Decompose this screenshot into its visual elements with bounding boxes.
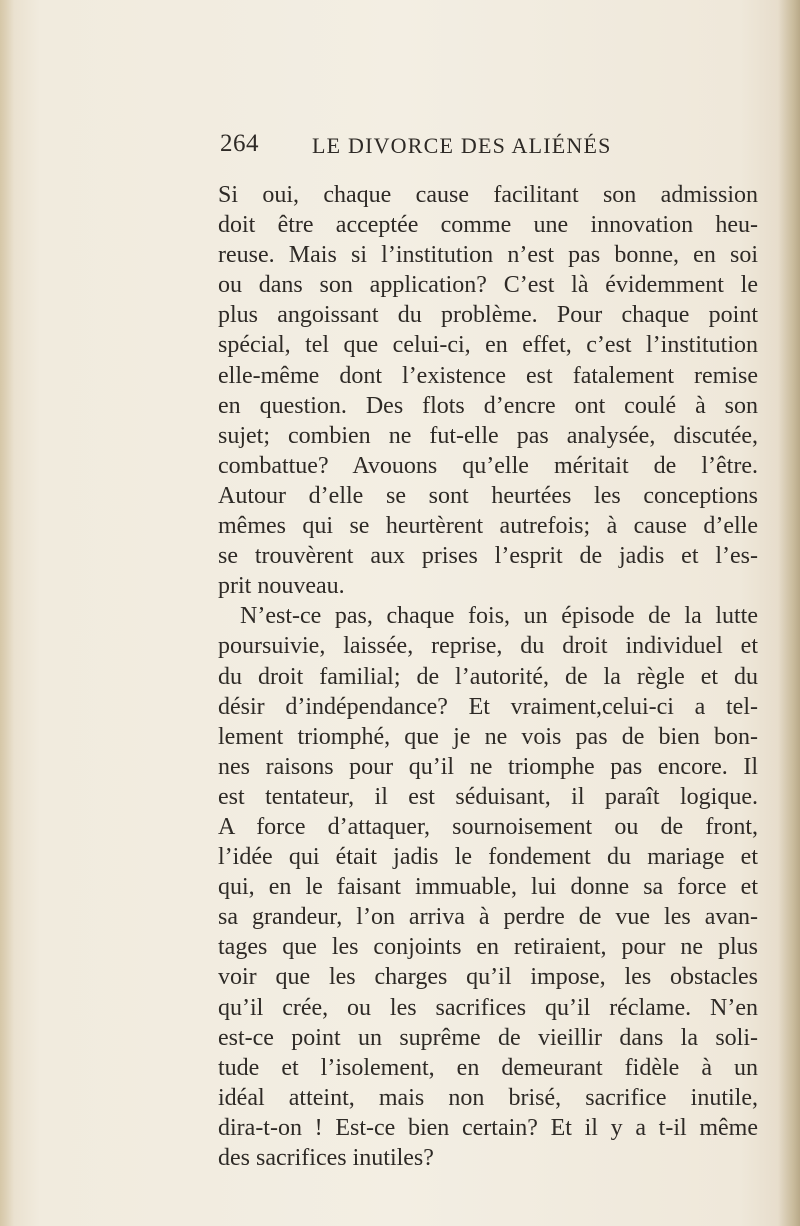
text-line: mêmes qui se heurtèrent autrefois; à cause d’elle: [218, 513, 758, 540]
text-line: tude et l’isolement, en demeurant fidèle à un: [218, 1054, 758, 1081]
page-header: [0, 130, 800, 170]
text-line: l’idée qui était jadis le fondement du mariage et: [218, 844, 758, 871]
text-line: A force d’attaquer, sournoisement ou de front,: [218, 813, 758, 840]
text-line: elle-même dont l’existence est fatalement remise: [218, 362, 758, 389]
text-line: Si oui, chaque cause facilitant son admission: [218, 182, 758, 208]
text-line: reuse. Mais si l’institution n’est pas bonne, en soi: [218, 242, 758, 269]
text-line: poursuivie, laissée, reprise, du droit individuel et: [218, 633, 758, 660]
page-gutter-left: [0, 0, 14, 1226]
text-line: qu’il crée, ou les sacrifices qu’il réclame. N’en: [218, 994, 758, 1021]
text-line: doit être acceptée comme une innovation heu-: [218, 212, 758, 239]
text-line: tages que les conjoints en retiraient, pour ne plus: [218, 934, 758, 961]
paragraph-end-line: prit nouveau.: [218, 573, 345, 600]
text-line: du droit familial; de l’autorité, de la règle et du: [218, 663, 758, 690]
text-line: voir que les charges qu’il impose, les obstacles: [218, 964, 758, 991]
text-line: sa grandeur, l’on arriva à perdre de vue les avan-: [218, 904, 758, 931]
text-line: sujet; combien ne fut-elle pas analysée, discutée,: [218, 422, 758, 449]
running-title: LE DIVORCE DES ALIÉNÉS: [312, 133, 612, 158]
text-line: ou dans son application? C’est là évidemment le: [218, 272, 758, 299]
text-line: Autour d’elle se sont heurtées les conceptions: [218, 482, 758, 509]
text-line: nes raisons pour qu’il ne triomphe pas encore. Il: [218, 753, 758, 780]
text-line: plus angoissant du problème. Pour chaque point: [218, 302, 758, 329]
text-line: se trouvèrent aux prises l’esprit de jadis et l’es-: [218, 543, 758, 570]
page-number: 264: [220, 130, 259, 157]
paragraph-end-line: des sacrifices inutiles?: [218, 1145, 434, 1171]
page-edge-right: [778, 0, 800, 1226]
text-line: lement triomphé, que je ne vois pas de bien bon-: [218, 723, 758, 750]
text-line: est-ce point un suprême de vieillir dans la soli-: [218, 1024, 758, 1051]
text-line: qui, en le faisant immuable, lui donne sa force et: [218, 874, 758, 901]
paragraph-start-line: N’est-ce pas, chaque fois, un épisode de la lutte: [240, 603, 758, 630]
body-text: [218, 180, 758, 1173]
text-line: dira-t-on ! Est-ce bien certain? Et il y a t-il même: [218, 1114, 758, 1141]
text-line: en question. Des flots d’encre ont coulé à son: [218, 392, 758, 419]
text-line: spécial, tel que celui-ci, en effet, c’est l’institution: [218, 332, 758, 359]
text-line: combattue? Avouons qu’elle méritait de l’être.: [218, 452, 758, 479]
text-line: désir d’indépendance? Et vraiment,celui-ci a tel-: [218, 693, 758, 720]
text-line: est tentateur, il est séduisant, il paraît logique.: [218, 783, 758, 810]
text-line: idéal atteint, mais non brisé, sacrifice inutile,: [218, 1084, 758, 1111]
